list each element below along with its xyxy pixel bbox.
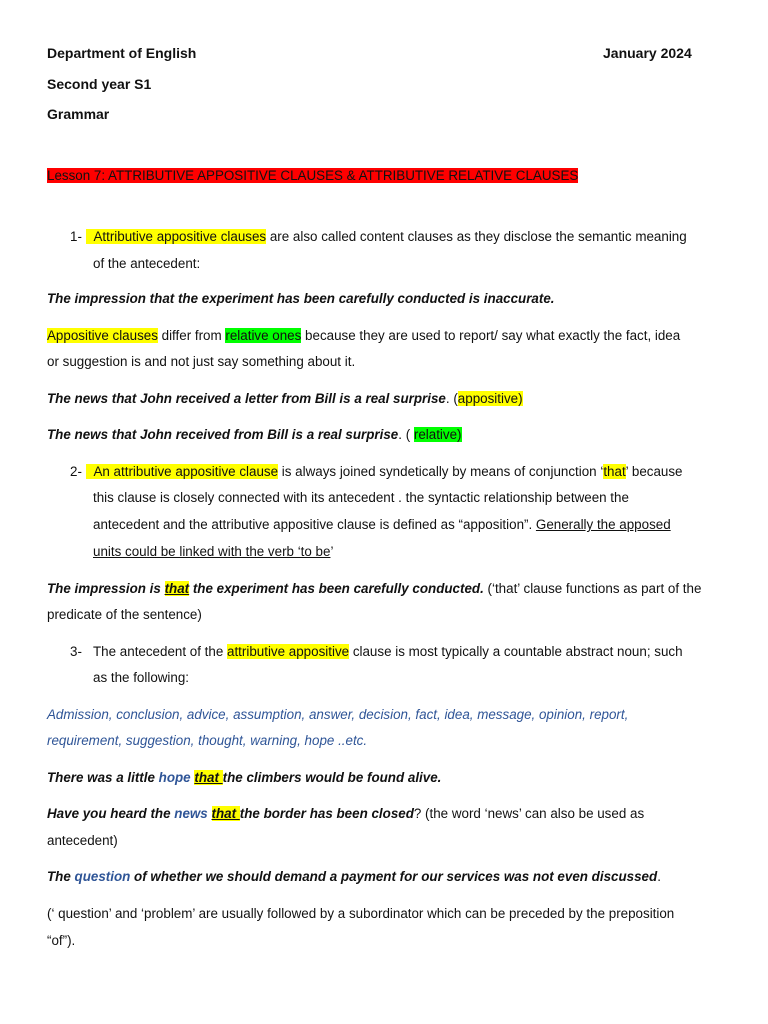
department-label: Department of English xyxy=(47,45,197,61)
year-label: Second year S1 xyxy=(47,76,152,92)
example4-line1: The impression is that the experiment has been carefully conducted. (‘that’ clause functions as part of the xyxy=(47,581,702,596)
point3-number: 3- xyxy=(70,644,82,659)
note-line1: (‘ question’ and ‘problem’ are usually followed by a subordinator which can be preceded by the preposition xyxy=(47,906,675,921)
point2-line1: An attributive appositive clause is always joined syndetically by means of conjunction ‘that’ because xyxy=(86,463,683,481)
appositive-para-line1: Appositive clauses differ from relative ones because they are used to report/ say what exactly the fact, idea xyxy=(47,328,681,343)
point1-line1: Attributive appositive clauses are also called content clauses as they disclose the semantic meaning xyxy=(86,228,687,246)
point2-line3: antecedent and the attributive appositive clause is defined as “apposition”. Generally the apposed xyxy=(93,517,671,532)
note-line2: “of”). xyxy=(47,933,76,948)
point1-number: 1- xyxy=(70,229,82,244)
point2-line2: this clause is closely connected with its antecedent . the syntactic relationship between the xyxy=(93,490,629,505)
point3-line2: as the following: xyxy=(93,670,190,685)
noun-list-line2: requirement, suggestion, thought, warning, hope ..etc. xyxy=(47,733,368,748)
lesson-title xyxy=(47,167,578,185)
example1: The impression that the experiment has been carefully conducted is inaccurate. xyxy=(47,291,555,306)
example5: There was a little hope that the climbers would be found alive. xyxy=(47,770,442,785)
lesson-title-text: Lesson 7: ATTRIBUTIVE APPOSITIVE CLAUSES & ATTRIBUTIVE RELATIVE CLAUSES xyxy=(47,168,579,183)
point2-number: 2- xyxy=(70,464,82,479)
example6-line2: antecedent) xyxy=(47,833,118,848)
date-label: January 2024 xyxy=(603,45,692,61)
subject-label: Grammar xyxy=(47,106,110,122)
example7: The question of whether we should demand a payment for our services was not even discussed. xyxy=(47,869,661,884)
point2-line4: units could be linked with the verb ‘to be’ xyxy=(93,544,334,559)
example2: The news that John received a letter from Bill is a real surprise. (appositive) xyxy=(47,391,523,406)
example6-line1: Have you heard the news that the border has been closed? (the word ‘news’ can also be used as xyxy=(47,806,645,821)
noun-list-line1: Admission, conclusion, advice, assumption, answer, decision, fact, idea, message, opinion, report, xyxy=(47,707,629,722)
example3: The news that John received from Bill is a real surprise. ( relative) xyxy=(47,427,462,442)
example4-line2: predicate of the sentence) xyxy=(47,607,202,622)
point1-line2: of the antecedent: xyxy=(93,256,201,271)
appositive-para-line2: or suggestion is and not just say something about it. xyxy=(47,354,356,369)
point3-line1: The antecedent of the attributive appositive clause is most typically a countable abstract noun; such xyxy=(93,644,683,659)
point1-highlight: Attributive appositive clauses xyxy=(86,229,266,244)
